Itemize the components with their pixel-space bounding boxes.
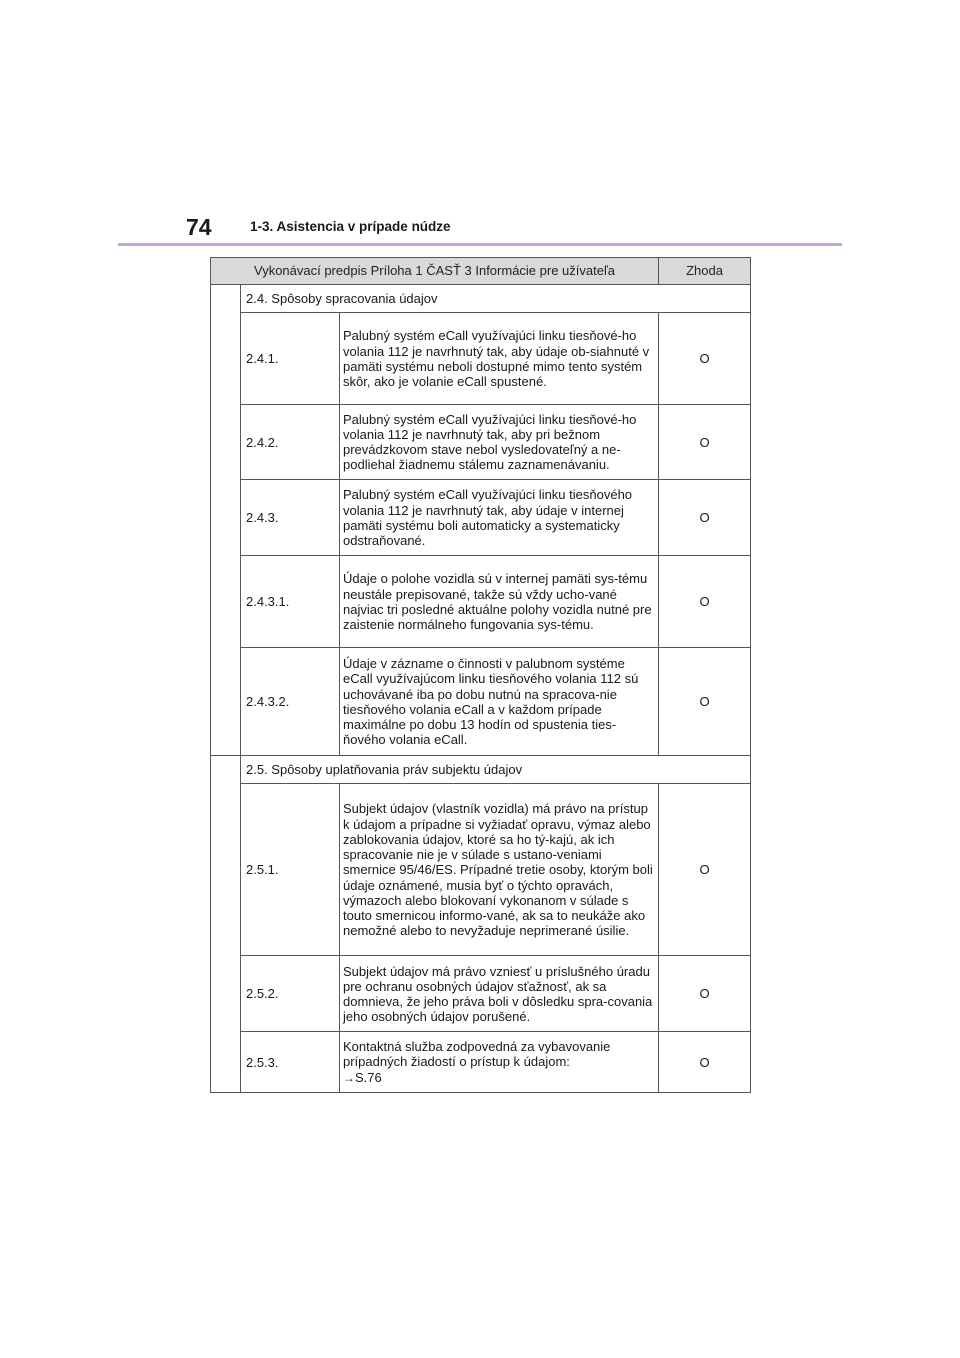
row-number: 2.5.2. <box>241 956 340 1032</box>
row-mark: O <box>659 405 751 480</box>
row-mark: O <box>659 480 751 556</box>
group-title: 2.5. Spôsoby uplatňovania práv subjektu údajov <box>241 756 751 784</box>
table-row <box>211 648 751 756</box>
row-text <box>340 1032 659 1093</box>
table-row <box>211 480 751 556</box>
row-text: Údaje v zázname o činnosti v palubnom systéme eCall využívajúcom linku tiesňového volania 112 sú uchovávané iba po dobu nutnú na spracova-nie tiesňového volania eCall a v každom prípade maximálne po dobu 13 hodín od spustenia ties-ňového volania eCall. <box>340 648 659 756</box>
row-number: 2.4.3.2. <box>241 648 340 756</box>
row-number: 2.4.3. <box>241 480 340 556</box>
arrow-right-icon: → <box>343 1070 355 1085</box>
group-row <box>211 285 751 313</box>
table-header-row <box>211 258 751 285</box>
row-mark: O <box>659 956 751 1032</box>
section-title: 1-3. Asistencia v prípade núdze <box>250 219 451 234</box>
row-mark: O <box>659 313 751 405</box>
compliance-table <box>210 257 751 1093</box>
table-row <box>211 956 751 1032</box>
row-mark: O <box>659 1032 751 1093</box>
page-number: 74 <box>186 214 212 240</box>
row-number: 2.4.3.1. <box>241 556 340 648</box>
header-divider <box>118 243 842 246</box>
row-number: 2.5.1. <box>241 784 340 956</box>
row-mark: O <box>659 648 751 756</box>
group-title: 2.4. Spôsoby spracovania údajov <box>241 285 751 313</box>
row-mark: O <box>659 784 751 956</box>
row-mark: O <box>659 556 751 648</box>
row-number: 2.4.1. <box>241 313 340 405</box>
table-row <box>211 313 751 405</box>
row-text: Subjekt údajov má právo vzniesť u príslušného úradu pre ochranu osobných údajov sťažnosť, ak sa domnieva, že jeho práva boli v dôsledku spra-covania jeho osobných údajov porušené. <box>340 956 659 1032</box>
row-text: Palubný systém eCall využívajúci linku tiesňového volania 112 je navrhnutý tak, aby údaje v internej pamäti systému boli automaticky a systematicky odstraňované. <box>340 480 659 556</box>
row-text: Údaje o polohe vozidla sú v internej pamäti sys-tému neustále prepisované, takže sú vždy ucho-vané najviac tri posledné aktuálne polohy vozidla nutné pre zaistenie normálneho fungovania sys-tému. <box>340 556 659 648</box>
table-row <box>211 405 751 480</box>
table-row <box>211 556 751 648</box>
header-regulation: Vykonávací predpis Príloha 1 ČASŤ 3 Informácie pre užívateľa <box>211 258 659 285</box>
table-row <box>211 1032 751 1093</box>
table-row <box>211 784 751 956</box>
group-row <box>211 756 751 784</box>
row-text: Subjekt údajov (vlastník vozidla) má právo na prístup k údajom a prípadne si vyžiadať opravu, výmaz alebo zablokovania údajov, ktoré sa ho tý-kajú, ak ich spracovanie nie je v súlade s ustano-veniami smernice 95/46/ES. Prípadné tretie osoby, ktorým boli údaje oznámené, musia byť o týchto opravách, výmazoch alebo blokovaní vykonanom v súlade s touto smernicou informo-vané, ak sa to neukáže ako nemožné alebo to nevyžaduje neprimerané úsilie. <box>340 784 659 956</box>
group-indent-cell <box>211 285 241 756</box>
page-reference-link[interactable]: S.76 <box>355 1069 382 1085</box>
header-compliance: Zhoda <box>659 258 751 285</box>
group-indent-cell <box>211 756 241 1093</box>
row-text-body: Kontaktná služba zodpovedná za vybavovanie prípadných žiadostí o prístup k údajom: <box>343 1039 611 1070</box>
row-text: Palubný systém eCall využívajúci linku tiesňové-ho volania 112 je navrhnutý tak, aby pri bežnom prevádzkovom stave nebol vysledovateľný a ne-podliehal žiadnemu stálemu zaznamenávaniu. <box>340 405 659 480</box>
row-text: Palubný systém eCall využívajúci linku tiesňové-ho volania 112 je navrhnutý tak, aby údaje ob-siahnuté v pamäti systému neboli dostupné mimo tento systém skôr, ako je volanie eCall spustené. <box>340 313 659 405</box>
row-number: 2.4.2. <box>241 405 340 480</box>
row-number: 2.5.3. <box>241 1032 340 1093</box>
